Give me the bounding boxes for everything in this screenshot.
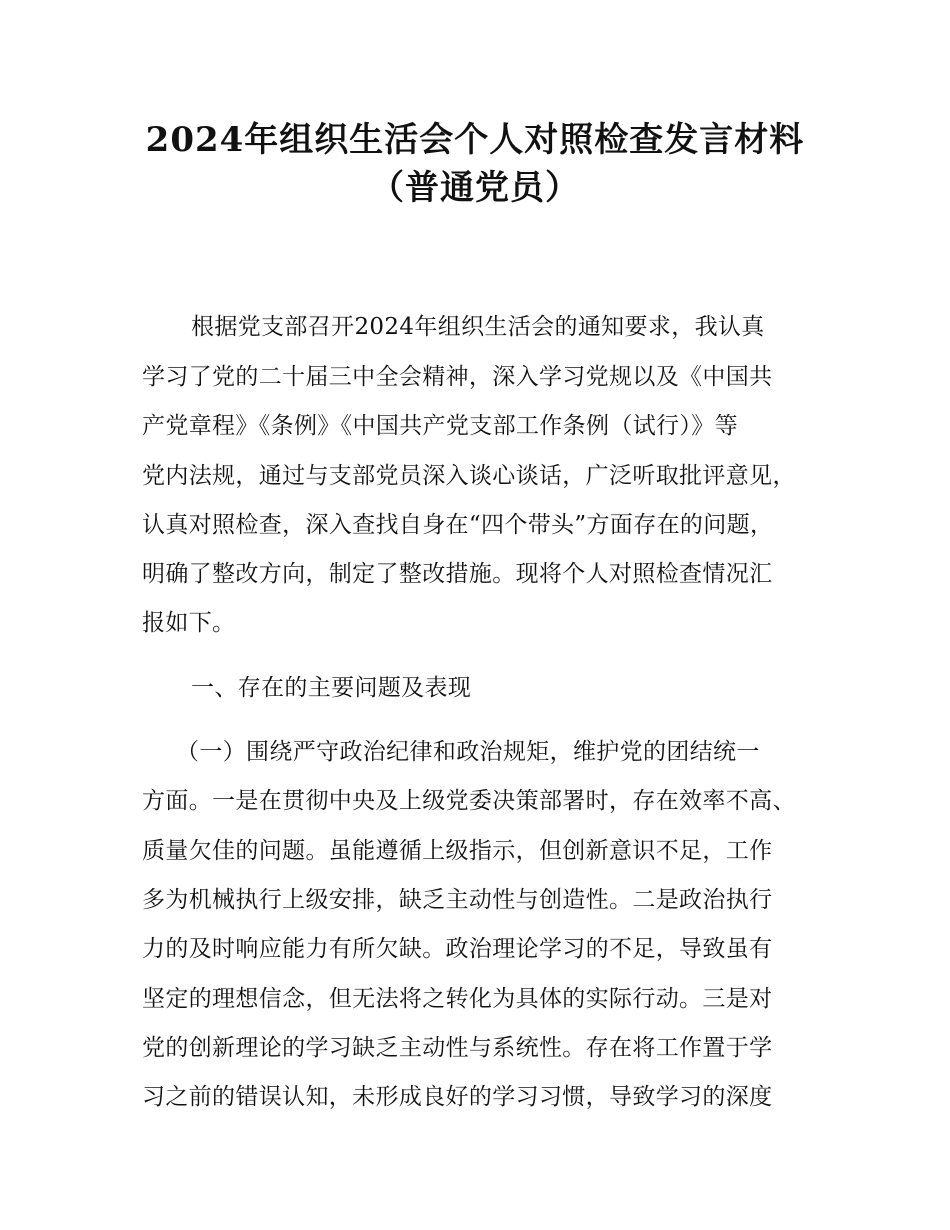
document-title: 2024年组织生活会个人对照检查发言材料 — [145, 120, 805, 160]
paragraph-2-line-1: （一）围绕严守政治纪律和政治规矩，维护党的团结统一 — [176, 739, 760, 765]
paragraph-2-line-2: 方面。一是在贯彻中央及上级党委决策部署时，存在效率不高、 — [142, 788, 796, 814]
paragraph-1-line-6: 明确了整改方向，制定了整改措施。现将个人对照检查情况汇 — [142, 561, 773, 587]
paragraph-2-line-6: 坚定的理想信念，但无法将之转化为具体的实际行动。三是对 — [142, 986, 773, 1012]
paragraph-1-line-2: 学习了党的二十届三中全会精神，深入学习党规以及《中国共 — [142, 364, 773, 390]
paragraph-1-line-5: 认真对照检查，深入查找自身在“四个带头”方面存在的问题， — [142, 512, 774, 538]
paragraph-2-line-4: 多为机械执行上级安排，缺乏主动性与创造性。二是政治执行 — [142, 887, 773, 913]
paragraph-2-line-8: 习之前的错误认知，未形成良好的学习习惯，导致学习的深度 — [142, 1084, 773, 1110]
paragraph-1-line-1: 根据党支部召开2024年组织生活会的通知要求，我认真 — [191, 314, 765, 340]
paragraph-1-line-3: 产党章程》《条例》《中国共产党支部工作条例（试行）》等 — [142, 413, 738, 439]
paragraph-2-line-7: 党的创新理论的学习缺乏主动性与系统性。存在将工作置于学 — [142, 1035, 773, 1061]
paragraph-2-line-3: 质量欠佳的问题。虽能遵循上级指示，但创新意识不足，工作 — [142, 838, 773, 864]
document-subtitle: （普通党员） — [370, 168, 580, 208]
paragraph-1-line-7: 报如下。 — [142, 610, 236, 636]
section-heading: 一、存在的主要问题及表现 — [191, 675, 472, 701]
paragraph-1-line-4: 党内法规，通过与支部党员深入谈心谈话，广泛听取批评意见， — [142, 463, 796, 489]
paragraph-2-line-5: 力的及时响应能力有所欠缺。政治理论学习的不足，导致虽有 — [142, 936, 773, 962]
